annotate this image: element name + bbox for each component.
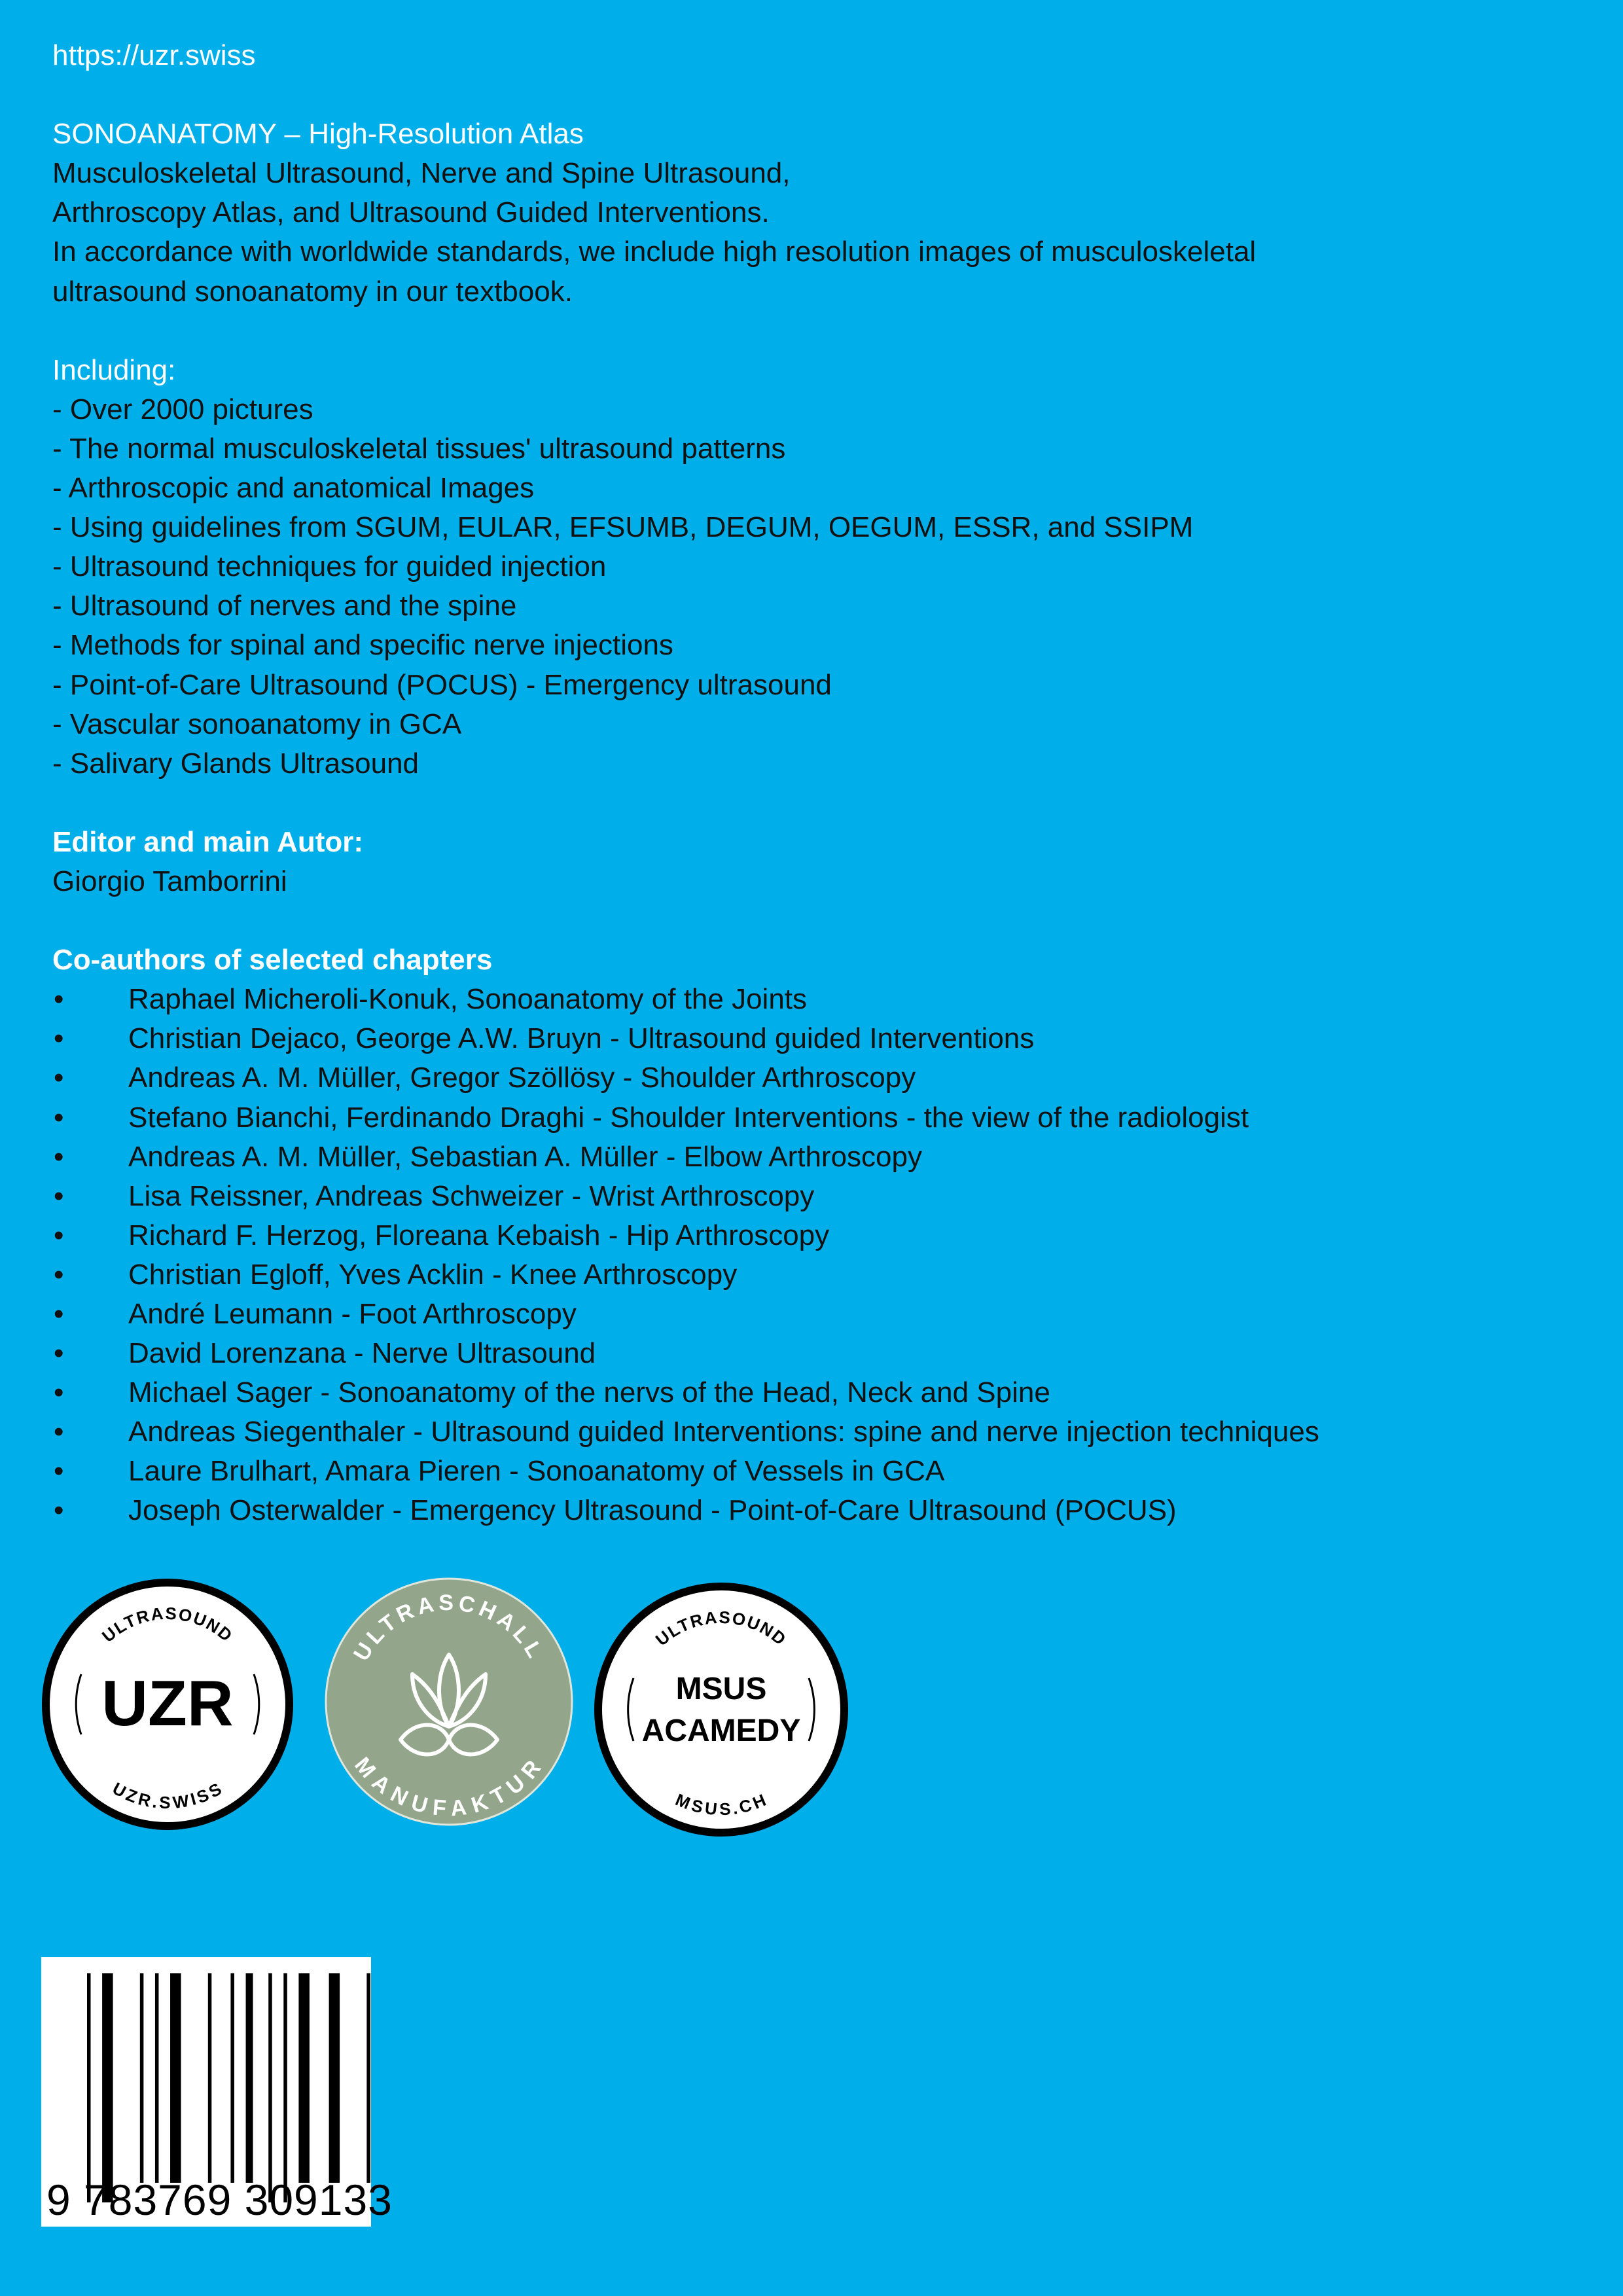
including-item: - Arthroscopic and anatomical Images: [52, 472, 535, 505]
coauthor-item: [52, 1412, 1590, 1452]
barcode-bar: [208, 1973, 212, 2183]
svg-text:MANUFAKTUR: MANUFAKTUR: [349, 1752, 548, 1821]
including-heading: Including:: [52, 353, 176, 386]
intro-line: Arthroscopy Atlas, and Ultrasound Guided Interventions.: [52, 196, 770, 229]
coauthor-text: Christian Dejaco, George A.W. Bruyn - Ultrasound guided Interventions: [128, 1022, 1035, 1055]
including-item: - The normal musculoskeletal tissues' ultrasound patterns: [52, 432, 786, 465]
coauthor-item: [52, 1491, 1590, 1530]
coauthor-text: Andreas Siegenthaler - Ultrasound guided Interventions: spine and nerve injection techniques: [128, 1416, 1319, 1448]
coauthor-item: [52, 1216, 1590, 1255]
including-item: - Methods for spinal and specific nerve injections: [52, 629, 673, 662]
coauthor-item: [52, 1098, 1590, 1138]
intro-line: ultrasound sonoanatomy in our textbook.: [52, 275, 573, 308]
svg-text:ULTRASOUND: ULTRASOUND: [98, 1603, 238, 1646]
editor-heading: Editor and main Autor:: [52, 825, 364, 858]
svg-text:ACAMEDY: ACAMEDY: [641, 1713, 801, 1748]
coauthor-text: Joseph Osterwalder - Emergency Ultrasound - Point-of-Care Ultrasound (POCUS): [128, 1494, 1177, 1527]
barcode-bar: [140, 1973, 144, 2183]
barcode-bar: [155, 1973, 159, 2183]
website-url: https://uzr.swiss: [52, 39, 256, 71]
coauthor-text: Raphael Micheroli-Konuk, Sonoanatomy of the Joints: [128, 983, 808, 1016]
bullet-icon: •: [54, 1101, 64, 1134]
bullet-icon: •: [54, 1219, 64, 1251]
bullet-icon: •: [54, 1494, 64, 1527]
including-item: - Salivary Glands Ultrasound: [52, 747, 419, 780]
intro-line: Musculoskeletal Ultrasound, Nerve and Spine Ultrasound,: [52, 157, 791, 190]
svg-text:UZR.SWISS: UZR.SWISS: [109, 1778, 226, 1813]
svg-text:MSUS: MSUS: [675, 1672, 767, 1706]
coauthor-text: Lisa Reissner, Andreas Schweizer - Wrist Arthroscopy: [128, 1179, 815, 1212]
coauthor-item: [52, 980, 1590, 1019]
coauthor-text: Andreas A. M. Müller, Gregor Szöllösy - Shoulder Arthroscopy: [128, 1062, 916, 1094]
svg-text:ULTRASOUND: ULTRASOUND: [651, 1607, 791, 1650]
coauthor-text: David Lorenzana - Nerve Ultrasound: [128, 1337, 596, 1370]
ultraschall-manufaktur-logo: [323, 1576, 575, 1827]
coauthor-text: Christian Egloff, Yves Acklin - Knee Arthroscopy: [128, 1258, 738, 1291]
coauthor-item: [52, 1295, 1590, 1334]
bullet-icon: •: [54, 1258, 64, 1291]
coauthor-item: [52, 1373, 1590, 1412]
isbn-barcode: [41, 1957, 393, 2227]
intro-line: In accordance with worldwide standards, we include high resolution images of musculoskeletal: [52, 236, 1257, 268]
coauthor-item: [52, 1452, 1590, 1491]
coauthor-item: [52, 1255, 1590, 1295]
bullet-icon: •: [54, 1337, 64, 1370]
including-item: - Vascular sonoanatomy in GCA: [52, 708, 462, 740]
coauthor-text: Laure Brulhart, Amara Pieren - Sonoanatomy of Vessels in GCA: [128, 1455, 945, 1488]
including-item: - Point-of-Care Ultrasound (POCUS) - Emergency ultrasound: [52, 668, 832, 701]
bullet-icon: •: [54, 1140, 64, 1173]
svg-text:UZR: UZR: [101, 1667, 234, 1739]
barcode-bar: [366, 1973, 370, 2183]
including-item: - Using guidelines from SGUM, EULAR, EFSUMB, DEGUM, OEGUM, ESSR, and SSIPM: [52, 511, 1194, 544]
barcode-bar: [298, 1973, 310, 2183]
bullet-icon: •: [54, 983, 64, 1016]
coauthor-item: [52, 1019, 1590, 1058]
bullet-icon: •: [54, 1376, 64, 1409]
barcode-bar: [102, 1973, 113, 2202]
bullet-icon: •: [54, 1455, 64, 1488]
coauthor-item: [52, 1138, 1590, 1177]
editor-name: Giorgio Tamborrini: [52, 865, 287, 897]
svg-text:ULTRASCHALL: ULTRASCHALL: [348, 1590, 550, 1666]
back-cover-text: [52, 36, 1590, 1531]
bullet-icon: •: [54, 1416, 64, 1448]
coauthor-item: [52, 1334, 1590, 1373]
coauthor-text: Stefano Bianchi, Ferdinando Draghi - Shoulder Interventions - the view of the radiologist: [128, 1101, 1249, 1134]
coauthor-text: Richard F. Herzog, Floreana Kebaish - Hip Arthroscopy: [128, 1219, 830, 1251]
bullet-icon: •: [54, 1062, 64, 1094]
coauthors-heading: Co-authors of selected chapters: [52, 944, 493, 977]
book-title: SONOANATOMY – High-Resolution Atlas: [52, 118, 584, 151]
uzr-logo: [39, 1576, 296, 1833]
coauthor-text: André Leumann - Foot Arthroscopy: [128, 1298, 577, 1330]
barcode-bar: [87, 1973, 91, 2202]
coauthor-text: Michael Sager - Sonoanatomy of the nervs of the Head, Neck and Spine: [128, 1376, 1050, 1409]
barcode-bar: [329, 1973, 340, 2183]
barcode-bar: [283, 1973, 287, 2202]
including-item: - Ultrasound techniques for guided injection: [52, 550, 607, 583]
bullet-icon: •: [54, 1179, 64, 1212]
bullet-icon: •: [54, 1298, 64, 1330]
barcode-bar: [230, 1973, 234, 2183]
barcode-digits: 9 783769 309133: [46, 2176, 393, 2224]
coauthor-item: [52, 1177, 1590, 1216]
including-item: - Over 2000 pictures: [52, 393, 313, 425]
coauthor-text: Andreas A. M. Müller, Sebastian A. Müller - Elbow Arthroscopy: [128, 1140, 922, 1173]
barcode-bar: [170, 1973, 181, 2183]
barcode-bar: [246, 1973, 253, 2183]
svg-text:MSUS.CH: MSUS.CH: [672, 1789, 770, 1820]
msus-academy-logo: [592, 1580, 851, 1839]
barcode-bar: [268, 1973, 272, 2202]
including-item: - Ultrasound of nerves and the spine: [52, 590, 517, 622]
coauthor-item: [52, 1058, 1590, 1098]
bullet-icon: •: [54, 1022, 64, 1055]
